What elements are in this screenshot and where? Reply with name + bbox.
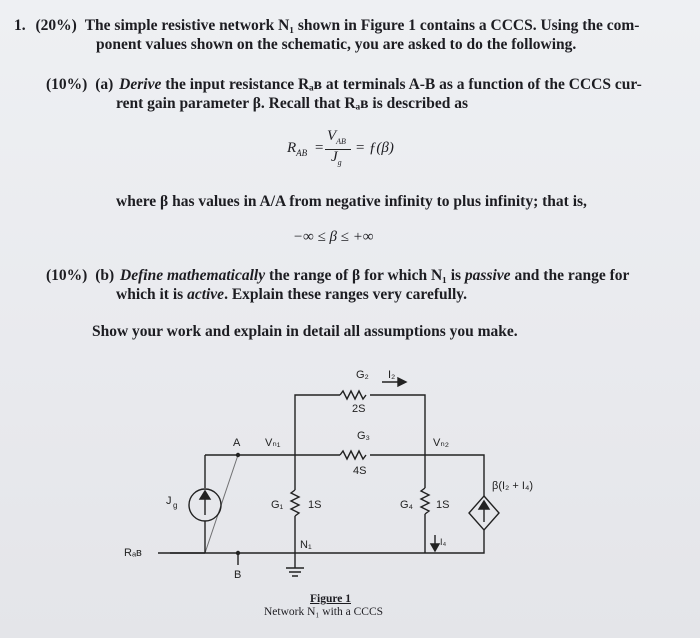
- node-b-dot: [236, 551, 240, 555]
- eq-lhs: R: [287, 140, 297, 156]
- g4-label: G₄: [400, 499, 414, 511]
- part-b-emph2: passive: [464, 267, 511, 284]
- g3-resistor: [340, 451, 366, 459]
- part-b-line2-post: . Explain these ranges very carefully.: [224, 286, 468, 303]
- g2-resistor: [340, 391, 366, 399]
- rab-equation: $R_{AB}$ = $V_{AB}$ $J_g$ = ƒ(β): [287, 128, 394, 167]
- part-b-mid2: and the range for: [510, 267, 630, 284]
- vn1-label: Vₙ₁: [265, 437, 281, 449]
- g4-value: 1S: [436, 499, 450, 511]
- part-b-label: (b): [95, 267, 115, 284]
- eq-den: J: [331, 149, 338, 165]
- g3-label: G₃: [357, 430, 371, 442]
- wire-bottom: [170, 553, 238, 565]
- vn2-label: Vₙ₂: [433, 437, 449, 449]
- g3-value: 4S: [353, 465, 367, 477]
- wire-cccs-top: [425, 455, 484, 496]
- part-a-line1: the input resistance Rₐʙ at terminals A-B as a function of the CCCS cur-: [161, 76, 642, 93]
- network-boundary: [205, 455, 238, 553]
- g4-resistor: [421, 488, 429, 514]
- node-a-label: A: [233, 437, 241, 449]
- problem-intro-line2: ponent values shown on the schematic, you are asked to do the following.: [96, 36, 577, 53]
- i2-label: I₂: [388, 369, 396, 381]
- eq-lhs-sub: AB: [296, 148, 308, 158]
- beta-range: −∞ ≤ β ≤ +∞: [293, 229, 374, 245]
- g2-value: 2S: [352, 403, 366, 415]
- eq-num: V: [327, 128, 337, 144]
- part-b-line2-pre: which it is: [116, 286, 188, 303]
- node-a-dot: [236, 453, 240, 457]
- rab-label: Rₐʙ: [124, 547, 142, 559]
- jg-sub-label: g: [173, 501, 178, 510]
- part-a-line2: rent gain parameter β. Recall that Rₐʙ is described as: [116, 95, 468, 112]
- problem-intro-line1: The simple resistive network N₁ shown in Figure 1 contains a CCCS. Using the com-: [84, 17, 640, 34]
- cccs-control-label: β(I₂ + I₄): [492, 480, 534, 492]
- node-b-label: B: [234, 569, 242, 581]
- part-b-emph3: active: [187, 286, 225, 303]
- where-text: where β has values in A/A from negative infinity to plus infinity; that is,: [116, 193, 587, 210]
- g2-label: G₂: [356, 369, 369, 381]
- part-a-weight: (10%): [46, 76, 88, 93]
- part-b-emph1: Define mathematically: [120, 267, 266, 284]
- g1-label: G₁: [271, 499, 284, 511]
- figure-caption-sub: Network N₁ with a CCCS: [264, 606, 384, 618]
- part-b-weight: (10%): [46, 267, 88, 284]
- instructions: Show your work and explain in detail all assumptions you make.: [92, 323, 518, 340]
- g1-resistor: [291, 490, 299, 516]
- part-a-label: (a): [95, 76, 114, 93]
- problem-weight: (20%): [35, 17, 77, 34]
- wire-top-right: [370, 395, 425, 455]
- problem-number: 1.: [14, 17, 26, 34]
- ground-bars: [286, 568, 304, 576]
- eq-den-sub: g: [337, 158, 342, 167]
- n1-label: N₁: [300, 539, 312, 551]
- figure-caption-title: Figure 1: [310, 593, 351, 605]
- part-b-mid1: the range of β for which N₁ is: [265, 267, 465, 284]
- g1-value: 1S: [308, 499, 322, 511]
- part-a-emph: Derive: [119, 76, 162, 93]
- eq-rhs: = ƒ(β): [355, 140, 394, 156]
- wire-top: [295, 395, 340, 455]
- eq-num-sub: AB: [336, 137, 346, 146]
- i4-label: I₄: [440, 537, 447, 547]
- jg-label: J: [166, 495, 172, 507]
